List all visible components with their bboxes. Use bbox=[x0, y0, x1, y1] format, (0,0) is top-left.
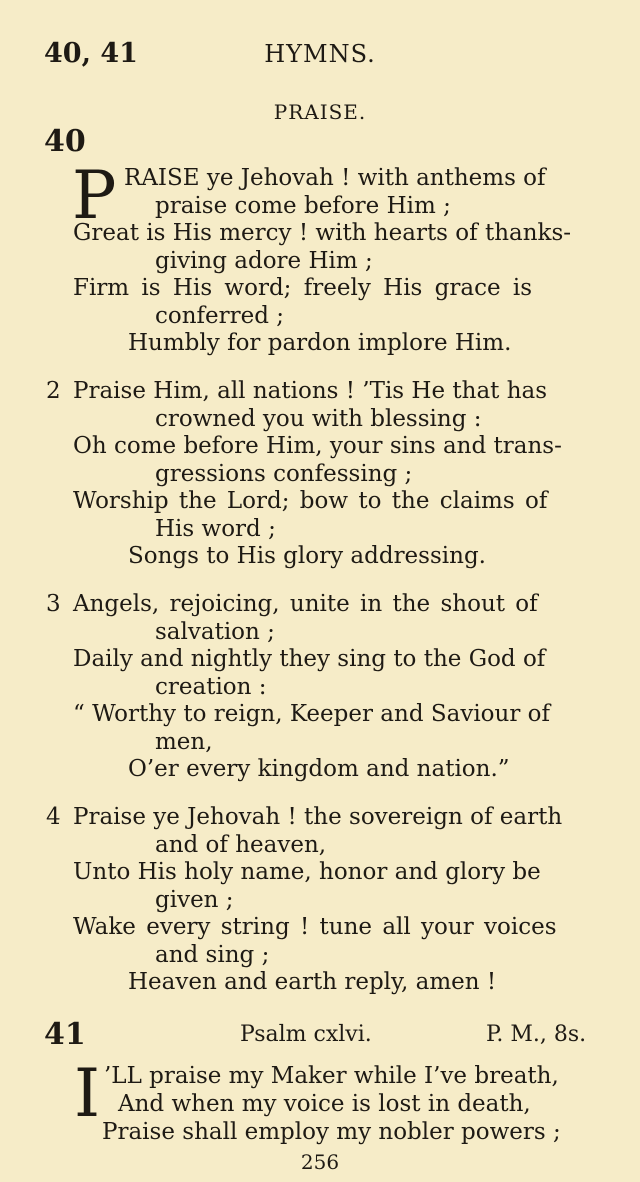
page-number: 256 bbox=[300, 1150, 340, 1174]
verse-line: Humbly for pardon implore Him. bbox=[128, 330, 512, 356]
verse-line: Daily and nightly they sing to the God of bbox=[73, 646, 546, 672]
verse-line: conferred ; bbox=[155, 303, 285, 329]
verse-number: 4 bbox=[46, 804, 61, 830]
verse-line: and sing ; bbox=[155, 942, 270, 968]
verse-line: Songs to His glory addressing. bbox=[128, 543, 486, 569]
drop-cap-p: P bbox=[72, 157, 117, 234]
hymn40-first-line: RAISE ye Jehovah ! with anthems of bbox=[124, 165, 546, 191]
verse-line: Angels, rejoicing, unite in the shout of bbox=[73, 591, 538, 617]
verse-line: Great is His mercy ! with hearts of thanks- bbox=[73, 220, 572, 246]
section-title: PRAISE. bbox=[273, 100, 367, 124]
verse-line: Wake every string ! tune all your voices bbox=[73, 914, 557, 940]
verse-number: 2 bbox=[46, 378, 61, 404]
verse-line: crowned you with blessing : bbox=[155, 406, 482, 432]
verse-line: giving adore Him ; bbox=[155, 248, 373, 274]
verse-line: men, bbox=[155, 729, 213, 755]
drop-cap-i: I bbox=[74, 1055, 101, 1132]
verse-line: praise come before Him ; bbox=[155, 193, 451, 219]
verse-line: “ Worthy to reign, Keeper and Saviour of bbox=[73, 701, 551, 727]
running-head-title: HYMNS. bbox=[264, 40, 376, 68]
verse-line: Praise ye Jehovah ! the sovereign of earth bbox=[73, 804, 563, 830]
running-head-numbers: 40, 41 bbox=[44, 38, 138, 69]
verse-line: Praise Him, all nations ! ’Tis He that has bbox=[73, 378, 548, 404]
verse-line: Heaven and earth reply, amen ! bbox=[128, 969, 497, 995]
verse-line: Worship the Lord; bow to the claims of bbox=[73, 488, 548, 514]
verse-line: Oh come before Him, your sins and trans- bbox=[73, 433, 562, 459]
verse-line: Praise shall employ my nobler powers ; bbox=[102, 1119, 561, 1145]
verse-line: and of heaven, bbox=[155, 832, 327, 858]
verse-line: His word ; bbox=[155, 516, 276, 542]
verse-line: Unto His holy name, honor and glory be bbox=[73, 859, 541, 885]
psalm-reference: Psalm cxlvi. bbox=[240, 1022, 372, 1047]
verse-line: ’LL praise my Maker while I’ve breath, bbox=[104, 1063, 559, 1089]
verse-line: salvation ; bbox=[155, 619, 275, 645]
verse-line: And when my voice is lost in death, bbox=[118, 1091, 531, 1117]
verse-line: Firm is His word; freely His grace is bbox=[73, 275, 533, 301]
verse-line: gressions confessing ; bbox=[155, 461, 413, 487]
verse-line: O’er every kingdom and nation.” bbox=[128, 756, 510, 782]
meter-indicator: P. M., 8s. bbox=[486, 1022, 587, 1047]
verse-line: creation : bbox=[155, 674, 267, 700]
hymn-number-41: 41 bbox=[44, 1017, 86, 1052]
hymn-number-40: 40 bbox=[44, 124, 86, 159]
verse-number: 3 bbox=[46, 591, 61, 617]
verse-line: given ; bbox=[155, 887, 234, 913]
